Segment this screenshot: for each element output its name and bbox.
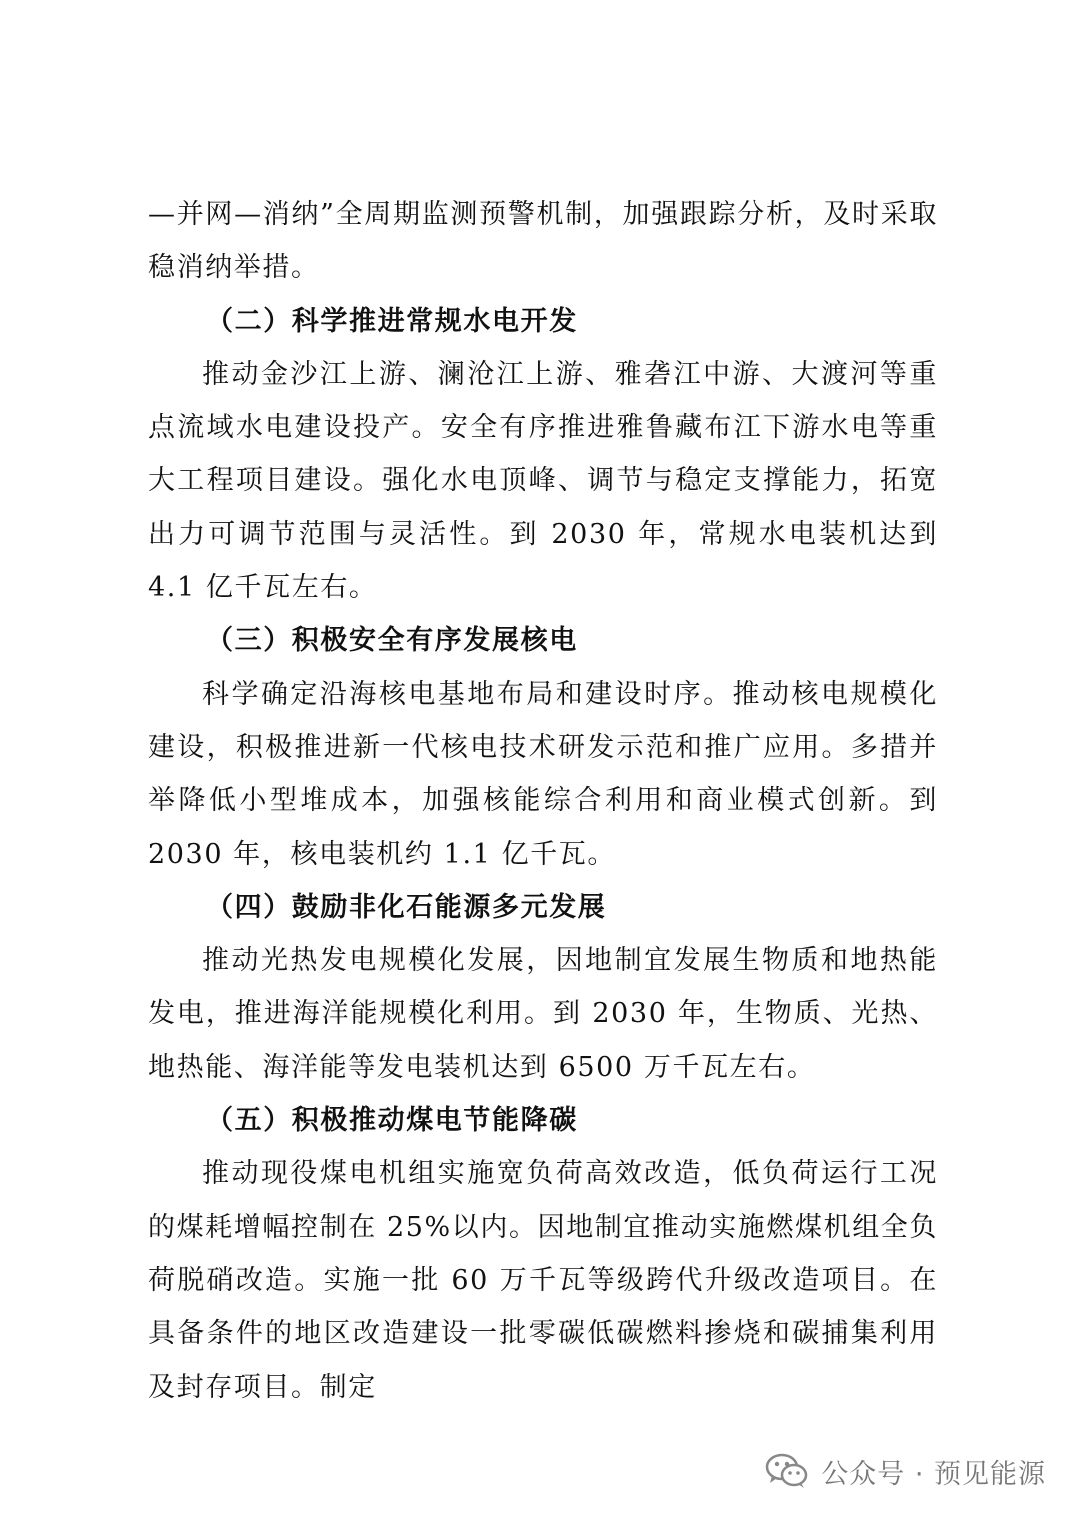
paragraph-continued: —并网—消纳”全周期监测预警机制，加强跟踪分析，及时采取稳消纳举措。 bbox=[148, 199, 938, 284]
paragraph-nuclear: 科学确定沿海核电基地布局和建设时序。推动核电规模化建设，积极推进新一代核电技术研发示范和推广应用。多措并举降低小型堆成本，加强核能综合利用和商业模式创新。到 2030 年，核电装机约 1.1 亿千瓦。 bbox=[148, 678, 938, 870]
wechat-icon bbox=[765, 1452, 809, 1490]
watermark bbox=[765, 1448, 1046, 1494]
watermark-text: 公众号 · 预见能源 bbox=[821, 1458, 1046, 1490]
section-heading-4: （四）鼓励非化石能源多元发展 bbox=[206, 891, 607, 923]
paragraph-hydropower: 推动金沙江上游、澜沧江上游、雅砻江中游、大渡河等重点流域水电建设投产。安全有序推进雅鲁藏布江下游水电等重大工程项目建设。强化水电顶峰、调节与稳定支撑能力，拓宽出力可调节范围与灵活性。到 2030 年，常规水电装机达到 4.1 亿千瓦左右。 bbox=[148, 358, 938, 604]
paragraph-non-fossil: 推动光热发电规模化发展，因地制宜发展生物质和地热能发电，推进海洋能规模化利用。到 2030 年，生物质、光热、地热能、海洋能等发电装机达到 6500 万千瓦左右。 bbox=[148, 945, 938, 1083]
paragraph-coal-power: 推动现役煤电机组实施宽负荷高效改造，低负荷运行工况的煤耗增幅控制在 25%以内。因地制宜推动实施燃煤机组全负荷脱硝改造。实施一批 60 万千瓦等级跨代升级改造项目。在具备条件的地区改造建设一批零碳低碳燃料掺烧和碳捕集利用及封存项目。制定 bbox=[148, 1158, 938, 1403]
document-body bbox=[148, 188, 938, 1414]
section-heading-2: （二）科学推进常规水电开发 bbox=[206, 305, 578, 337]
section-heading-3: （三）积极安全有序发展核电 bbox=[206, 625, 578, 657]
section-heading-5: （五）积极推动煤电节能降碳 bbox=[206, 1105, 578, 1137]
